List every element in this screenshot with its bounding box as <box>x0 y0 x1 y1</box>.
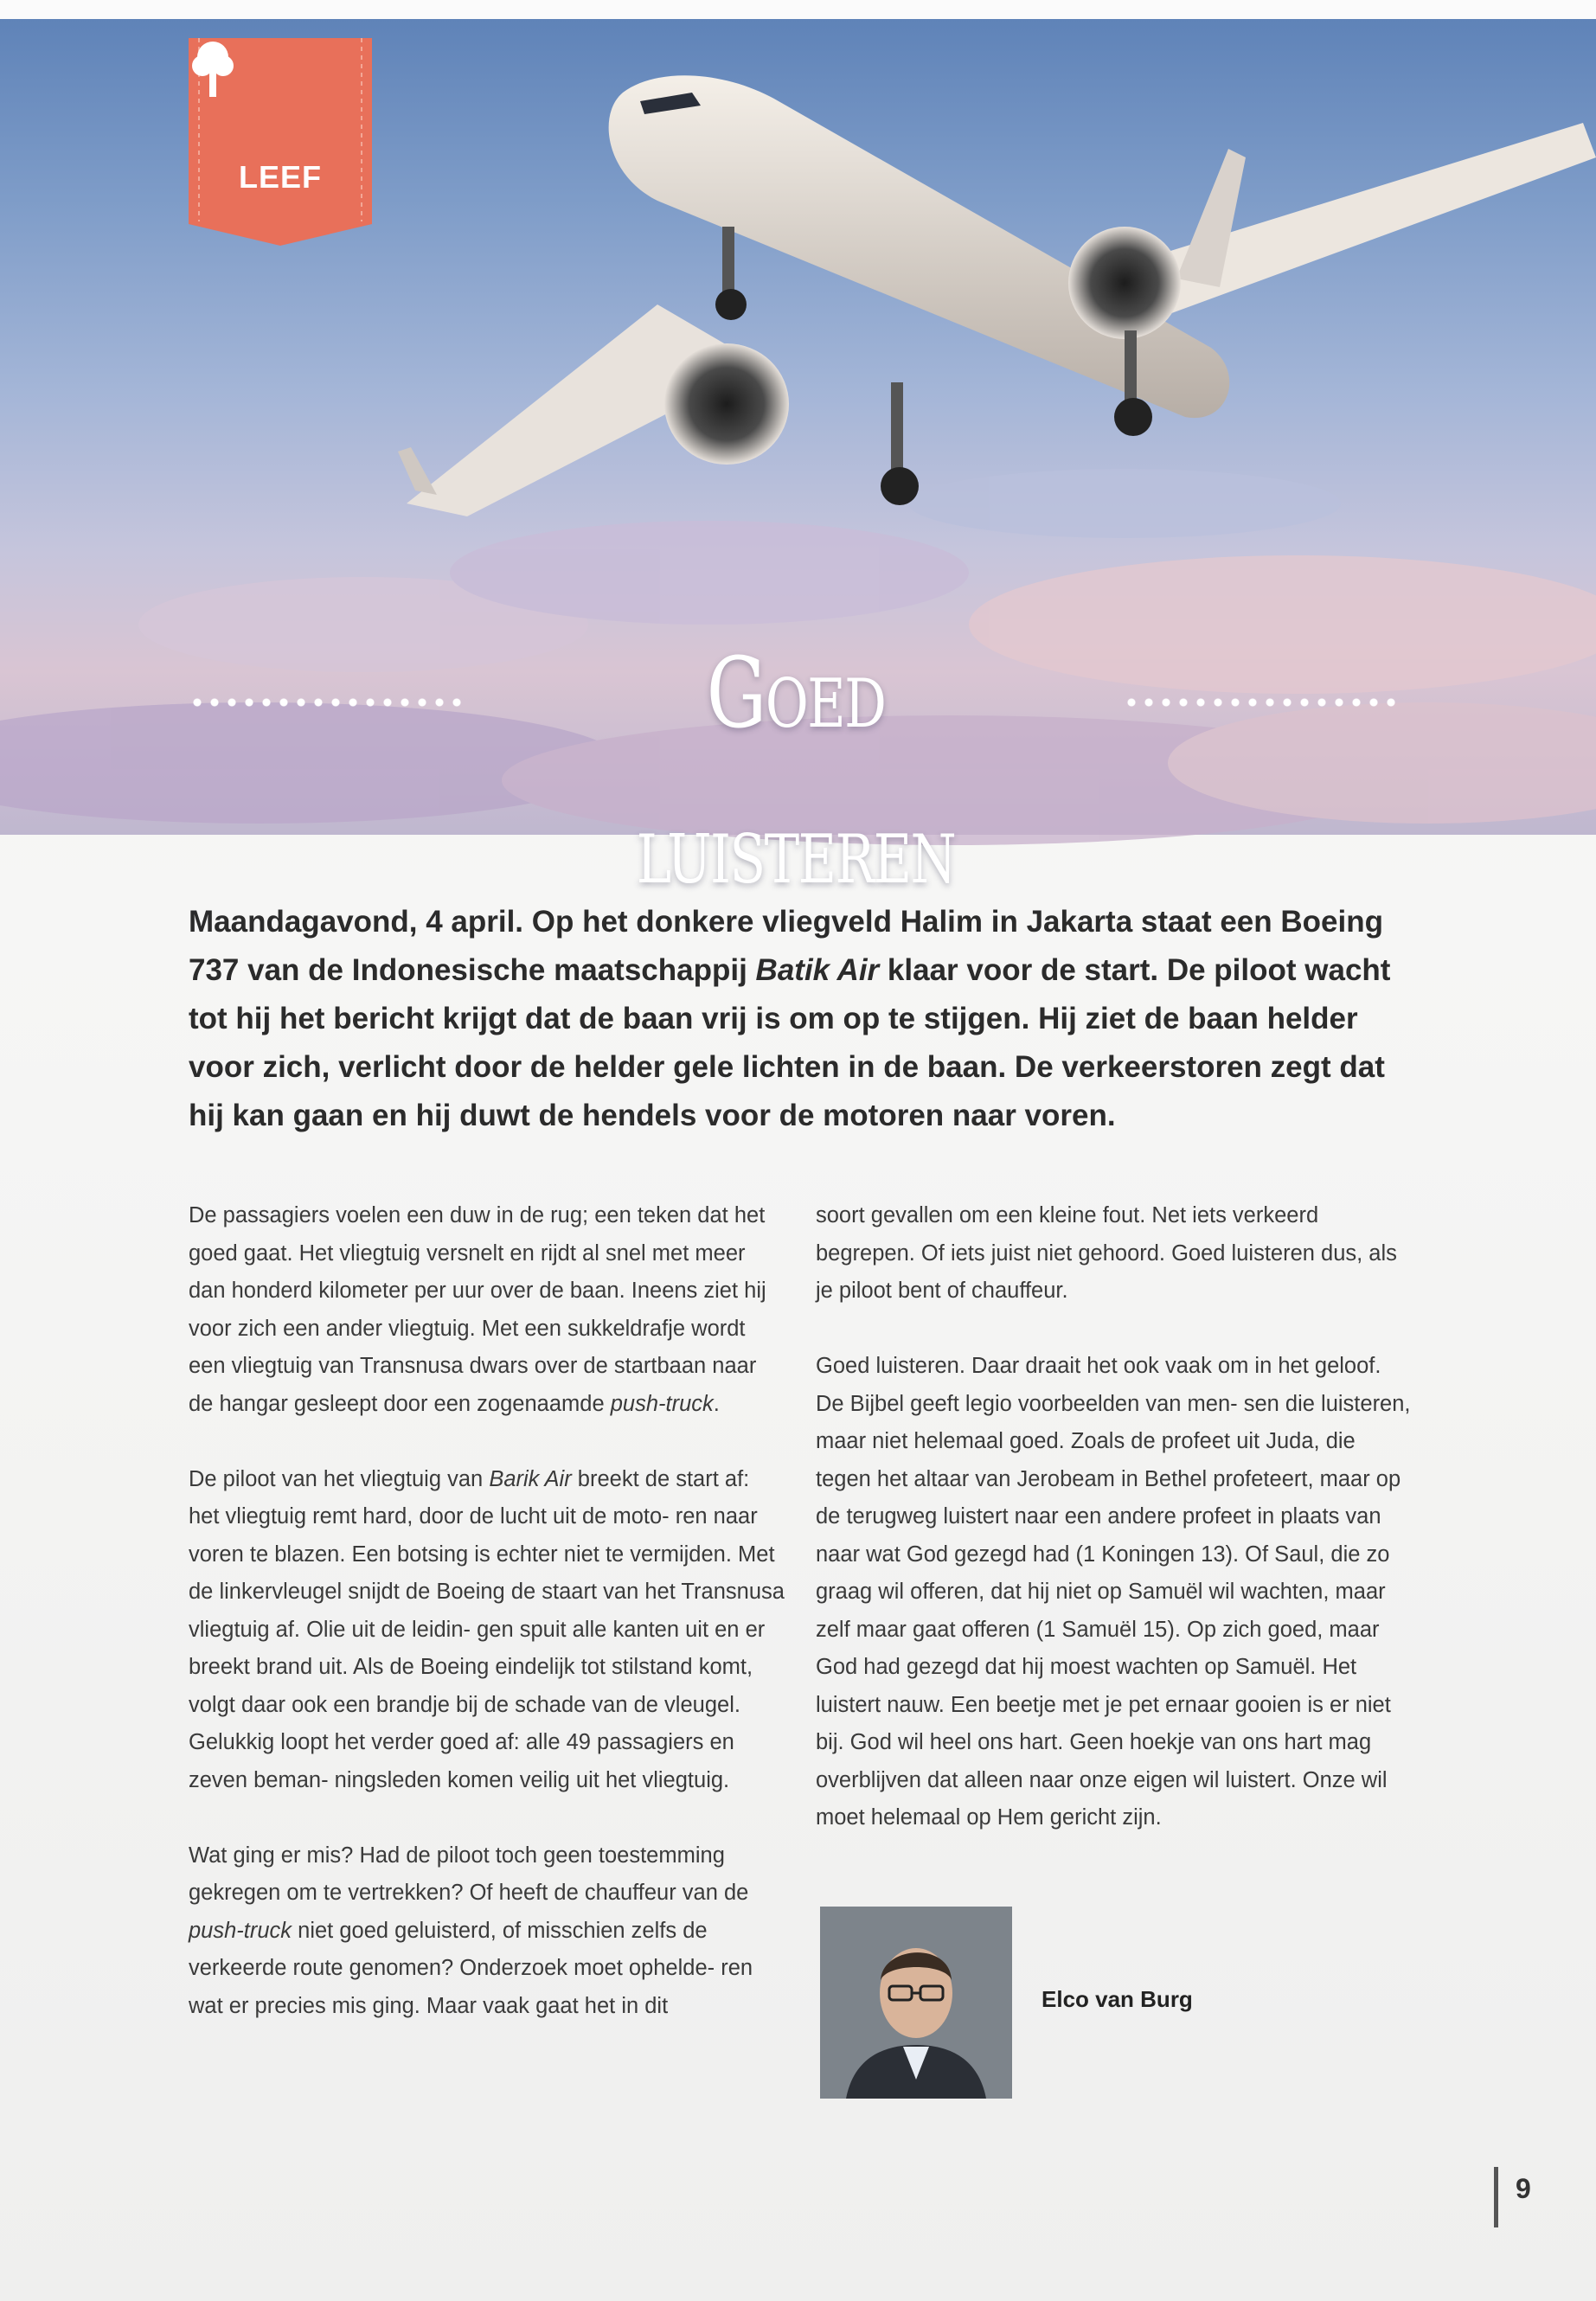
left-paragraph-1 <box>189 1197 785 1423</box>
author-photo <box>820 1907 1012 2099</box>
left-p3-text: Wat ging er mis? Had de piloot toch geen toestemming gekregen om te vertrekken? Of heeft de chauffeur van de <box>189 1843 749 1905</box>
left-paragraph-2 <box>189 1461 785 1800</box>
author-name: Elco van Burg <box>1042 1986 1193 2012</box>
right-paragraph-1: soort gevallen om een kleine fout. Net iets verkeerd begrepen. Of iets juist niet gehoord. Goed luisteren dus, als je piloot bent of chauffeur. <box>816 1203 1397 1303</box>
left-p3-em: push-truck <box>189 1918 292 1943</box>
right-paragraph-2: Goed luisteren. Daar draait het ook vaak om in het geloof. De Bijbel geeft legio voorbeelden van men- sen die luisteren, maar niet helemaal goed. Zoals de profeet uit Juda, die tegen het altaar van Jerobeam in Bethel profeteert, maar op de terugweg luistert naar een andere profeet in plaats van naar wat God gezegd had (1 Koningen 13). Of Saul, die zo graag wil offeren, dat hij niet op Samuël wil wachten, maar zelf maar gaat offeren (1 Samuël 15). Op zich goed, maar God had gezegd dat hij moest wachten op Samuël. Het luistert nauw. Een beetje met je pet ernaar gooien is er niet bij. God wil heel ons hart. Geen hoekje van ons hart mag overblijven dat alleen naar onze eigen wil luistert. Onze wil moet helemaal op Hem gericht zijn. <box>816 1354 1411 1830</box>
left-p2-text: De piloot van het vliegtuig van <box>189 1466 490 1491</box>
title-row <box>0 616 1596 906</box>
section-tag-label: LEEF <box>238 159 322 195</box>
left-p1-em: push-truck <box>610 1391 714 1416</box>
top-margin <box>0 0 1596 19</box>
section-tag <box>189 38 372 246</box>
intro-paragraph <box>189 898 1408 1140</box>
page-number: 9 <box>1516 2173 1531 2204</box>
intro-text-a: Maandagavond, 4 april. Op het donkere vliegveld Halim in Jakarta staat een Boeing 737 van de Indonesische maatschappij <box>189 905 1383 987</box>
author-avatar <box>820 1907 1012 2099</box>
page-title: Goed luisteren <box>636 638 956 906</box>
intro-text-c: klaar voor de start. De piloot wacht tot hij het bericht krijgt dat de baan vrij is om op te stijgen. Hij ziet de baan helder voor zich, verlicht door de helder gele lichten in de baan. De verkeerstoren zegt dat hij kan gaan en hij duwt de hendels voor de motoren naar voren. <box>189 953 1391 1132</box>
left-column <box>189 1197 785 2063</box>
left-p1-end: . <box>713 1391 720 1416</box>
page-number-divider <box>1494 2167 1498 2227</box>
intro-airline: Batik Air <box>755 953 880 987</box>
left-paragraph-3 <box>189 1837 785 2026</box>
left-p2-em: Barik Air <box>489 1466 572 1491</box>
right-column <box>816 1197 1413 1875</box>
left-p2-end: breekt de start af: het vliegtuig remt hard, door de lucht uit de moto- ren naar voren te blazen. Een botsing is echter niet te vermijden. Met de linkervleugel snijdt de Boeing de staart van het Transnusa vliegtuig af. Olie uit de leidin- gen spuit alle kanten uit en er breekt brand uit. Als de Boeing eindelijk tot stilstand komt, volgt daar ook een brandje bij de schade van de vleugel. Gelukkig loopt het verder goed af: alle 49 passagiers en zeven beman- ningsleden komen veilig uit het vliegtuig. <box>189 1466 785 1792</box>
tree-icon <box>189 38 237 99</box>
left-p3-end: niet goed geluisterd, of misschien zelfs de verkeerde route genomen? Onderzoek moet ophelde- ren wat er precies mis ging. Maar vaak gaat het in dit <box>189 1918 753 2018</box>
hero-image <box>0 19 1596 906</box>
title-dots-right <box>1123 695 1400 709</box>
title-dots-left <box>189 695 465 709</box>
left-p1-text: De passagiers voelen een duw in de rug; een teken dat het goed gaat. Het vliegtuig versnelt en rijdt al snel met meer dan honderd kilometer per uur over de baan. Ineens ziet hij voor zich een ander vliegtuig. Met een sukkeldrafje wordt een vliegtuig van Transnusa dwars over de startbaan naar de hangar gesleept door een zogenaamde <box>189 1203 766 1416</box>
